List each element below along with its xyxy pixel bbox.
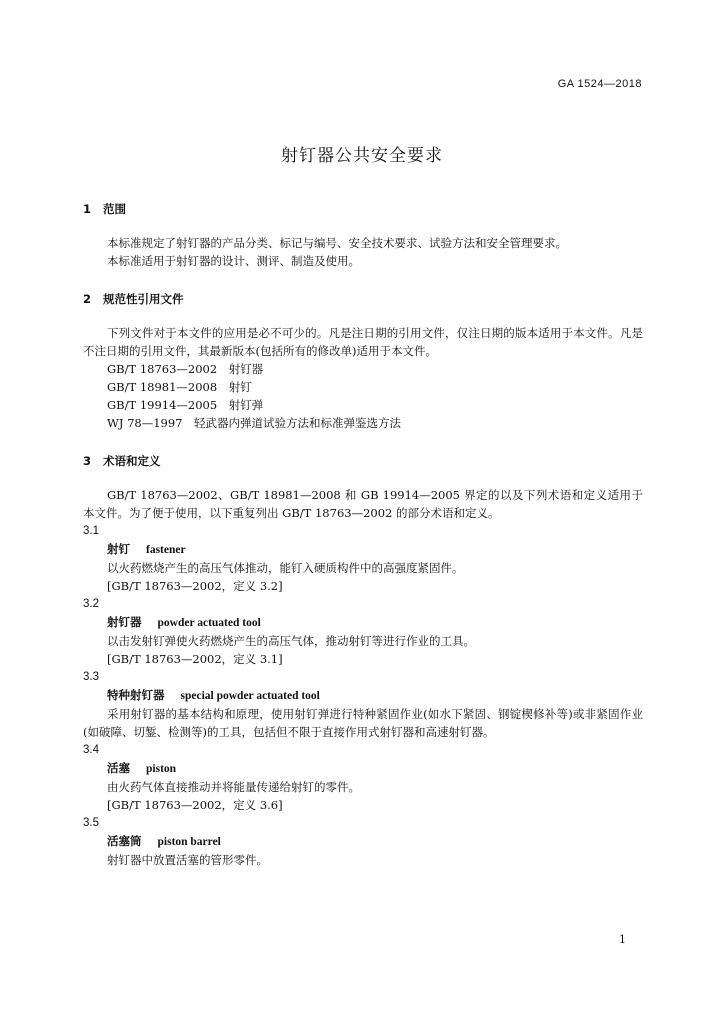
- paragraph: 本标准适用于射钉器的设计、测评、制造及使用。: [107, 254, 360, 268]
- reference-item: WJ 78—1997 轻武器内弹道试验方法和标准弹鉴选方法: [107, 416, 401, 430]
- section-title: 规范性引用文件: [103, 292, 184, 306]
- term-definition: 采用射钉器的基本结构和原理，使用射钉弹进行特种紧固作业(如水下紧固、钢锭楔修补等)或非紧固作业(如破障、切錾、检测等)的工具，包括但不限于直接作用式射钉器和高速射钉器。: [83, 707, 643, 739]
- section-heading-scope: [83, 200, 643, 218]
- section-number: 3: [83, 454, 92, 468]
- reference-item: GB/T 18981—2008 射钉: [107, 380, 252, 394]
- term-en: special powder actuated tool: [180, 690, 320, 702]
- standard-code: GA 1524—2018: [557, 78, 642, 90]
- term-definition: 由火药气体直接推动并将能量传递给射钉的零件。: [107, 780, 360, 794]
- page-number: 1: [619, 933, 626, 946]
- document-title: 射钉器公共安全要求: [281, 146, 443, 166]
- document-body: [83, 200, 643, 869]
- paragraph: 本标准规定了射钉器的产品分类、标记与编号、安全技术要求、试验方法和安全管理要求。: [107, 236, 567, 250]
- term-name: [83, 540, 643, 559]
- term-name: [83, 759, 643, 778]
- term-number: 3.1: [83, 525, 99, 537]
- term-zh: 活塞: [107, 761, 130, 775]
- section-heading-terms-definitions: [83, 452, 643, 470]
- term-definition: 以火药燃烧产生的高压气体推动，能钉入硬质构件中的高强度紧固件。: [107, 561, 464, 575]
- term-source: [GB/T 18763—2002，定义 3.2]: [107, 579, 283, 593]
- term-source: [GB/T 18763—2002，定义 3.1]: [107, 652, 283, 666]
- term-zh: 射钉器: [107, 615, 142, 629]
- term-en: fastener: [146, 544, 186, 556]
- term-number: 3.2: [83, 598, 99, 610]
- reference-item: GB/T 19914—2005 射钉弹: [107, 398, 264, 412]
- term-en: powder actuated tool: [157, 617, 261, 629]
- term-number: 3.5: [83, 817, 99, 829]
- term-zh: 特种射钉器: [107, 688, 165, 702]
- section-title: 术语和定义: [103, 454, 161, 468]
- term-source: [GB/T 18763—2002，定义 3.6]: [107, 798, 283, 812]
- term-en: piston barrel: [157, 836, 221, 848]
- term-number: 3.3: [83, 671, 99, 683]
- term-definition: 射钉器中放置活塞的管形零件。: [107, 853, 268, 867]
- paragraph: GB/T 18763—2002、GB/T 18981—2008 和 GB 19914—2005 界定的以及下列术语和定义适用于本文件。为了便于使用，以下重复列出 GB/T 18763—2002 的部分术语和定义。: [83, 488, 643, 520]
- term-zh: 活塞筒: [107, 834, 142, 848]
- paragraph: 下列文件对于本文件的应用是必不可少的。凡是注日期的引用文件，仅注日期的版本适用于本文件。凡是不注日期的引用文件，其最新版本(包括所有的修改单)适用于本文件。: [83, 326, 643, 358]
- section-number: 1: [83, 202, 92, 216]
- reference-item: GB/T 18763—2002 射钉器: [107, 362, 264, 376]
- term-en: piston: [146, 763, 177, 775]
- term-name: [83, 832, 643, 851]
- term-name: [83, 613, 643, 632]
- section-title: 范围: [103, 202, 126, 216]
- term-definition: 以击发射钉弹使火药燃烧产生的高压气体，推动射钉等进行作业的工具。: [107, 634, 475, 648]
- term-name: [83, 686, 643, 705]
- term-zh: 射钉: [107, 542, 130, 556]
- term-number: 3.4: [83, 744, 99, 756]
- section-heading-normative-references: [83, 290, 643, 308]
- section-number: 2: [83, 292, 92, 306]
